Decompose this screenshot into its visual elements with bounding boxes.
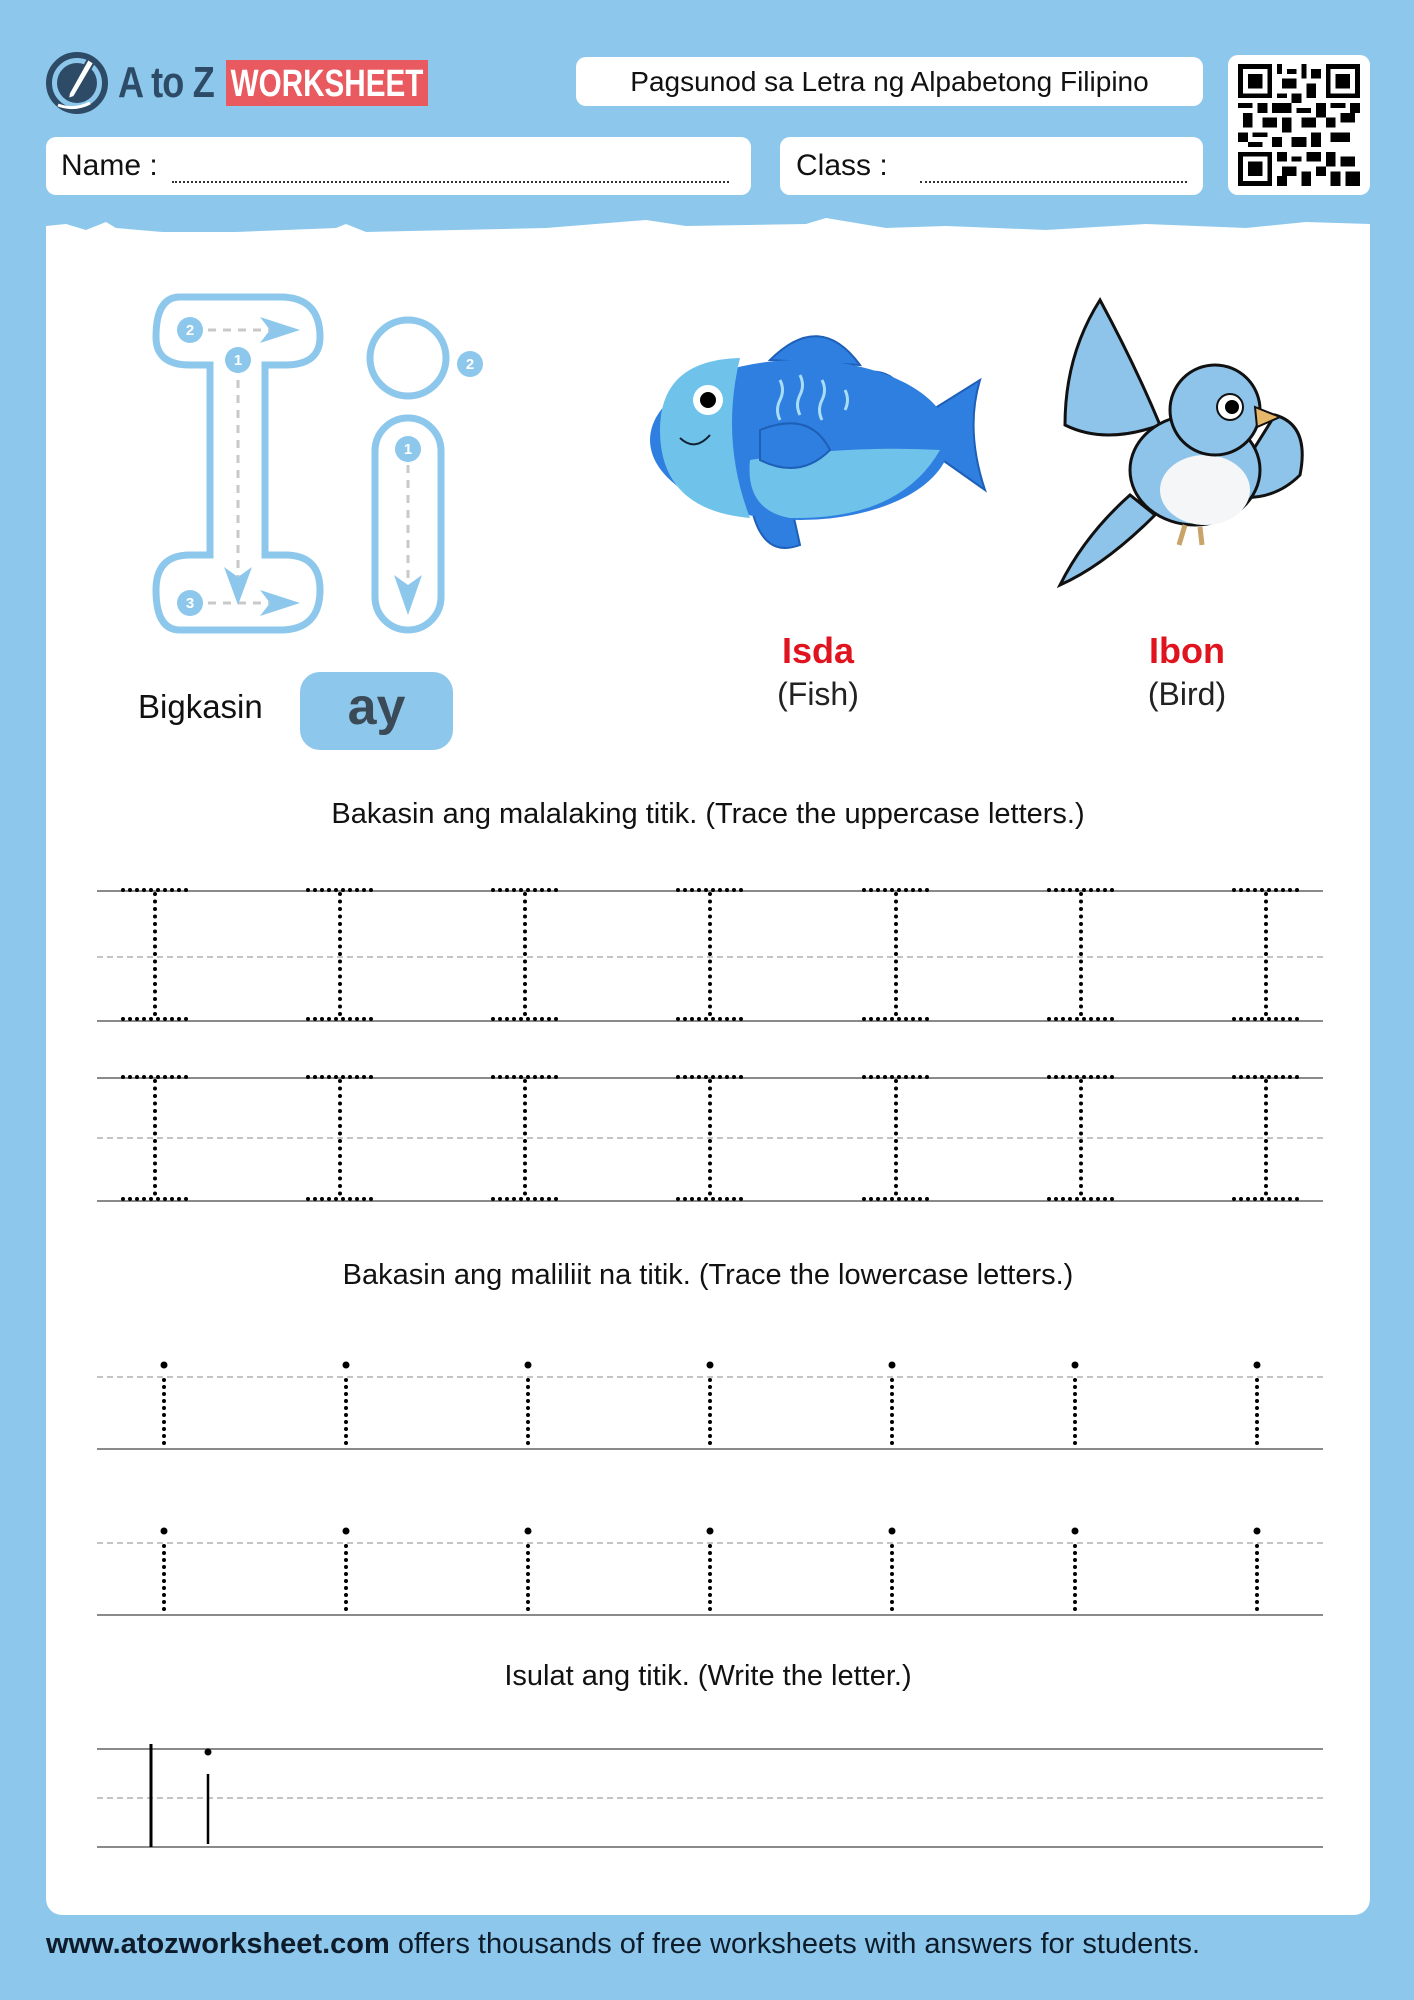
letter-stroke-guide [140,285,500,645]
write-instruction: Isulat ang titik. (Write the letter.) [504,1660,912,1692]
name-label: Name : [61,149,158,182]
lowercase-dotted-letters [0,1350,1414,1630]
uppercase-instruction: Bakasin ang malalaking titik. (Trace the uppercase letters.) [331,798,1085,830]
class-label: Class : [796,149,888,182]
lowercase-instruction: Bakasin ang maliliit na titik. (Trace the lowercase letters.) [342,1259,1074,1291]
example-word-1 [698,630,938,713]
arrow-icon [260,317,300,343]
brand-logo [44,48,485,118]
qr-code[interactable] [1228,55,1370,195]
name-field[interactable] [46,137,751,195]
fish-icon [650,320,990,560]
example-word-2 [1067,630,1307,713]
svg-text:2: 2 [185,322,195,339]
bird-icon [1045,295,1310,590]
arrow-icon [224,567,252,605]
name-input-line[interactable] [172,181,729,183]
footer-site-link[interactable]: www.atozworksheet.com [46,1928,390,1960]
logo-text: A to Z [118,58,214,107]
qr-code-icon [1237,64,1361,186]
pen-nib-circle-icon [44,49,110,117]
pronounce-label: Bigkasin [138,688,263,725]
worksheet-title: Pagsunod sa Letra ng Alpabetong Filipino [576,57,1203,106]
svg-text:2: 2 [465,356,475,373]
arrow-icon [394,575,422,615]
uppercase-dotted-letters [0,880,1414,1210]
example-word: Isda [781,630,855,671]
class-field[interactable] [780,137,1203,195]
svg-text:1: 1 [403,441,413,458]
arrow-icon [260,590,300,616]
sample-lowercase-i-dot [205,1749,212,1756]
example-translation: (Fish) [777,676,859,712]
write-sample-letters [0,1740,300,1850]
svg-text:3: 3 [185,595,195,612]
footer-tagline: offers thousands of free worksheets with answers for students. [389,1928,1201,1960]
example-translation: (Bird) [1147,676,1227,712]
class-input-line[interactable] [920,181,1187,183]
footer-text [46,1928,1200,1961]
svg-text:1: 1 [233,352,243,369]
pronunciation-badge: ay [300,672,453,750]
lowercase-dot-outline [370,320,446,396]
logo-badge: WORKSHEET [226,60,428,106]
example-word: Ibon [1149,630,1225,671]
